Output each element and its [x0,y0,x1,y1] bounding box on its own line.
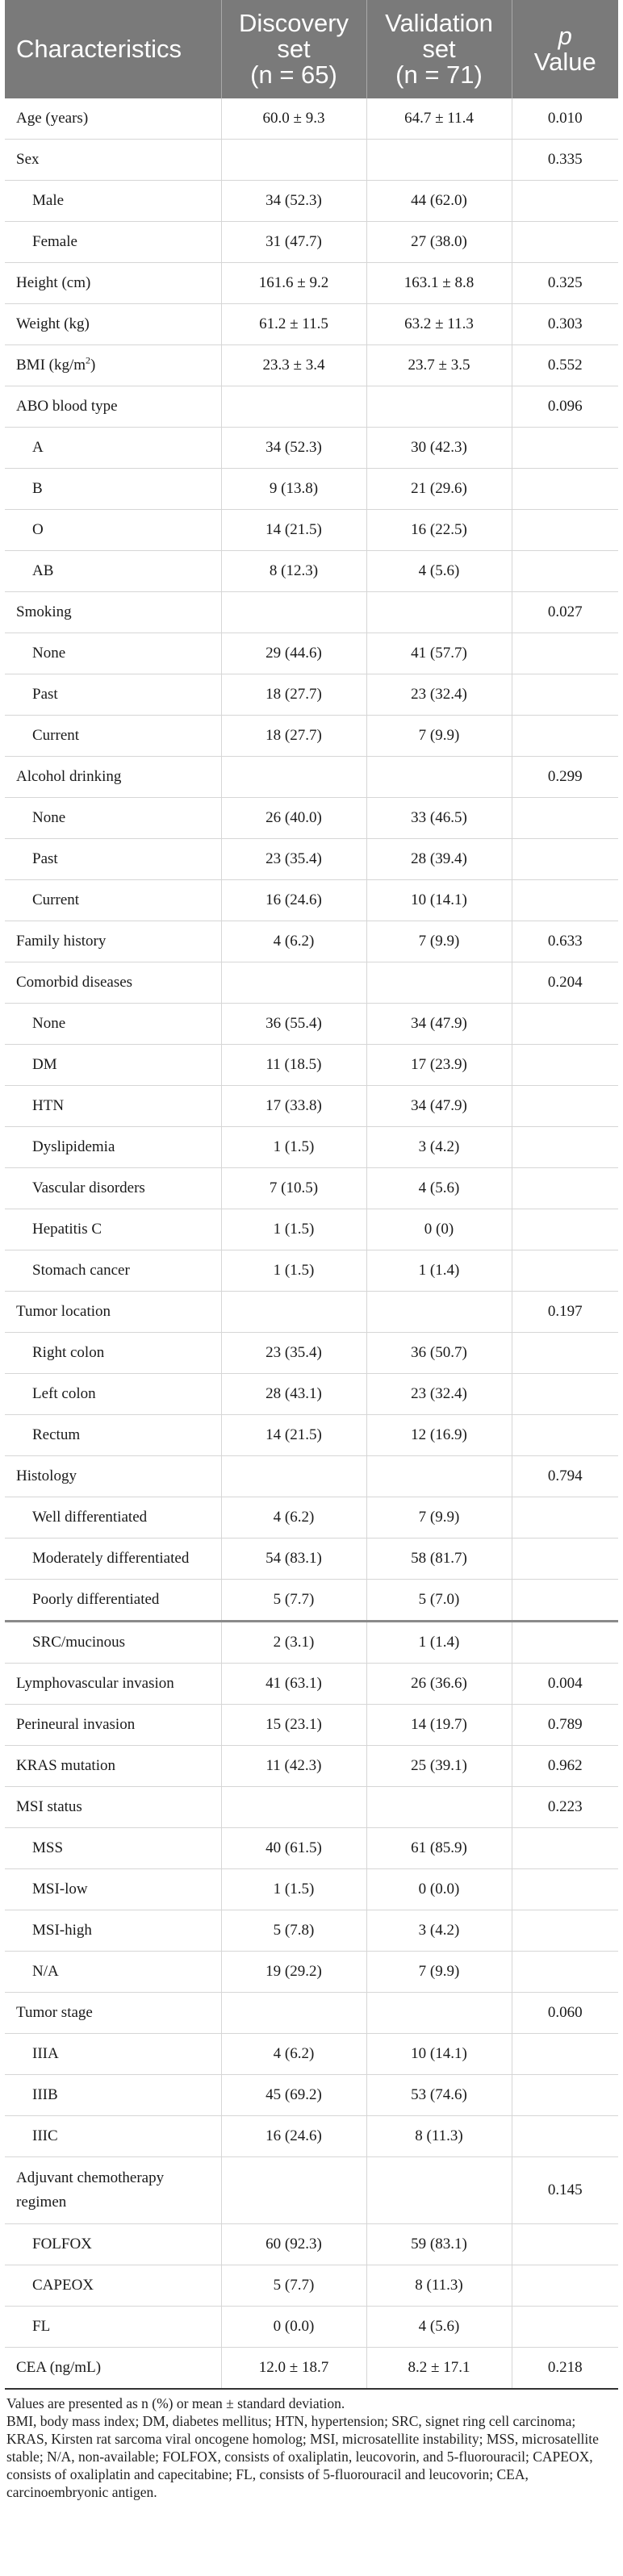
row-label: Alcohol drinking [5,757,221,798]
p-value: 0.096 [512,386,618,428]
table-body [5,98,618,2389]
row-label: None [5,798,221,839]
p-value: 0.010 [512,98,618,140]
row-label: Height (cm) [5,263,221,304]
validation-value: 59 (83.1) [366,2224,512,2265]
row-label: MSI-high [5,1910,221,1952]
validation-value [366,1787,512,1828]
validation-value: 8.2 ± 17.1 [366,2348,512,2390]
table-row [5,1045,618,1086]
p-value [512,716,618,757]
table-row [5,2157,618,2224]
discovery-value [221,1456,366,1497]
row-label: Hepatitis C [5,1209,221,1250]
discovery-value: 19 (29.2) [221,1952,366,1993]
table-row [5,1787,618,1828]
validation-value: 33 (46.5) [366,798,512,839]
validation-value: 27 (38.0) [366,222,512,263]
table-row [5,2265,618,2307]
row-label: Current [5,880,221,921]
p-value [512,510,618,551]
table-row [5,921,618,962]
table-row [5,469,618,510]
p-value [512,1539,618,1580]
row-label: AB [5,551,221,592]
discovery-value: 4 (6.2) [221,1497,366,1539]
row-label: Past [5,674,221,716]
header-discovery-line3: (n = 65) [250,61,337,89]
validation-value: 12 (16.9) [366,1415,512,1456]
row-label: HTN [5,1086,221,1127]
validation-value [366,1993,512,2034]
row-label: Current [5,716,221,757]
discovery-value: 41 (63.1) [221,1664,366,1705]
row-label: Rectum [5,1415,221,1456]
p-value: 0.633 [512,921,618,962]
discovery-value: 40 (61.5) [221,1828,366,1869]
p-value: 0.335 [512,140,618,181]
p-value: 0.060 [512,1993,618,2034]
discovery-value: 60 (92.3) [221,2224,366,2265]
validation-value: 4 (5.6) [366,1168,512,1209]
table-row [5,1664,618,1705]
header-validation-line3: (n = 71) [395,61,483,89]
p-value [512,1333,618,1374]
discovery-value: 14 (21.5) [221,510,366,551]
validation-value: 63.2 ± 11.3 [366,304,512,345]
table-row [5,1952,618,1993]
p-value [512,1168,618,1209]
p-value: 0.223 [512,1787,618,1828]
row-label: Well differentiated [5,1497,221,1539]
header-row [5,0,618,98]
discovery-value: 16 (24.6) [221,880,366,921]
validation-value: 25 (39.1) [366,1746,512,1787]
row-label: MSS [5,1828,221,1869]
header-characteristics: Characteristics [5,0,221,98]
bmi-label-sup: 2 [86,354,91,366]
validation-value: 3 (4.2) [366,1910,512,1952]
table-row [5,2075,618,2116]
validation-value: 23 (32.4) [366,1374,512,1415]
table-row [5,304,618,345]
table-row [5,386,618,428]
discovery-value: 34 (52.3) [221,181,366,222]
row-label: B [5,469,221,510]
row-label: Perineural invasion [5,1705,221,1746]
table-row [5,140,618,181]
table-row [5,1580,618,1622]
table-row [5,1250,618,1292]
validation-value: 14 (19.7) [366,1705,512,1746]
p-value [512,2116,618,2157]
row-label: Past [5,839,221,880]
bmi-label-prefix: BMI (kg/m [16,357,86,374]
row-label: Vascular disorders [5,1168,221,1209]
row-label: O [5,510,221,551]
validation-value: 61 (85.9) [366,1828,512,1869]
table-row [5,2307,618,2348]
p-value [512,1580,618,1622]
header-validation-set [366,0,512,98]
table-row [5,181,618,222]
footnote-line1: Values are presented as n (%) or mean ± standard deviation. [6,2395,345,2411]
bmi-label-suffix: ) [90,357,96,374]
p-value [512,1086,618,1127]
p-value: 0.204 [512,962,618,1004]
discovery-value [221,140,366,181]
discovery-value: 1 (1.5) [221,1869,366,1910]
validation-value [366,386,512,428]
table-footnotes [6,2394,617,2501]
validation-value: 3 (4.2) [366,1127,512,1168]
p-value [512,2034,618,2075]
discovery-value: 15 (23.1) [221,1705,366,1746]
p-value [512,2265,618,2307]
p-value: 0.218 [512,2348,618,2390]
discovery-value: 36 (55.4) [221,1004,366,1045]
table-row [5,674,618,716]
table-row [5,633,618,674]
discovery-value: 2 (3.1) [221,1622,366,1664]
p-value: 0.197 [512,1292,618,1333]
p-value [512,2075,618,2116]
row-label: Left colon [5,1374,221,1415]
header-discovery-line2: set [277,35,311,63]
table-row [5,1910,618,1952]
row-label: DM [5,1045,221,1086]
validation-value: 44 (62.0) [366,181,512,222]
row-label: Adjuvant chemotherapy regimen [5,2157,221,2224]
row-label: Tumor stage [5,1993,221,2034]
discovery-value: 5 (7.8) [221,1910,366,1952]
validation-value [366,1292,512,1333]
discovery-value: 23 (35.4) [221,1333,366,1374]
validation-value: 0 (0.0) [366,1869,512,1910]
p-value: 0.552 [512,345,618,386]
validation-value: 8 (11.3) [366,2116,512,2157]
table-row [5,716,618,757]
validation-value [366,2157,512,2224]
table-row [5,1993,618,2034]
row-label [5,345,221,386]
row-label: FL [5,2307,221,2348]
validation-value: 8 (11.3) [366,2265,512,2307]
validation-value: 7 (9.9) [366,921,512,962]
table-row [5,1705,618,1746]
row-label: IIIA [5,2034,221,2075]
header-p-line2: Value [533,48,596,76]
validation-value: 26 (36.6) [366,1664,512,1705]
footnote-line2: BMI, body mass index; DM, diabetes mellitus; HTN, hypertension; SRC, signet ring cell carcinoma; KRAS, Kirsten rat sarcoma viral oncogene homolog; MSI, microsatellite instability; MSS, microsatellite stable; N/A, non-available; FOLFOX, consists of oxaliplatin, leucovorin, and 5-fluorouracil; CAPEOX, consists of oxaliplatin and capecitabine; FL, consists of 5-fluorouracil and leucovorin; CEA, carcinoembryonic antigen. [6,2413,599,2500]
p-value [512,469,618,510]
discovery-value [221,386,366,428]
row-label: IIIC [5,2116,221,2157]
table-row [5,1127,618,1168]
validation-value [366,962,512,1004]
validation-value: 7 (9.9) [366,716,512,757]
p-value: 0.145 [512,2157,618,2224]
validation-value [366,140,512,181]
header-validation-line2: set [422,35,456,63]
discovery-value: 54 (83.1) [221,1539,366,1580]
row-label: MSI status [5,1787,221,1828]
p-value: 0.962 [512,1746,618,1787]
validation-value: 4 (5.6) [366,551,512,592]
p-value [512,839,618,880]
characteristics-table [5,0,618,2390]
discovery-value: 34 (52.3) [221,428,366,469]
header-p-line1: p [558,22,572,50]
table-row [5,263,618,304]
validation-value: 28 (39.4) [366,839,512,880]
table-row [5,880,618,921]
p-value: 0.004 [512,1664,618,1705]
row-label: Right colon [5,1333,221,1374]
header-p-value [512,0,618,98]
validation-value: 21 (29.6) [366,469,512,510]
discovery-value: 5 (7.7) [221,1580,366,1622]
table-row [5,1004,618,1045]
validation-value: 1 (1.4) [366,1622,512,1664]
table-row [5,798,618,839]
discovery-value: 60.0 ± 9.3 [221,98,366,140]
table-row [5,2116,618,2157]
p-value [512,1209,618,1250]
row-label: MSI-low [5,1869,221,1910]
p-value [512,674,618,716]
discovery-value [221,962,366,1004]
table-row [5,2348,618,2390]
p-value [512,428,618,469]
discovery-value: 9 (13.8) [221,469,366,510]
discovery-value: 29 (44.6) [221,633,366,674]
row-label: Smoking [5,592,221,633]
discovery-value: 1 (1.5) [221,1127,366,1168]
p-value [512,1952,618,1993]
discovery-value [221,1993,366,2034]
validation-value: 7 (9.9) [366,1497,512,1539]
table-row [5,592,618,633]
p-value [512,2307,618,2348]
discovery-value: 12.0 ± 18.7 [221,2348,366,2390]
table-row [5,345,618,386]
discovery-value: 28 (43.1) [221,1374,366,1415]
p-value: 0.794 [512,1456,618,1497]
validation-value: 17 (23.9) [366,1045,512,1086]
row-label: CAPEOX [5,2265,221,2307]
p-value [512,798,618,839]
header-validation-line1: Validation [385,9,493,37]
validation-value: 4 (5.6) [366,2307,512,2348]
discovery-value: 4 (6.2) [221,921,366,962]
row-label: ABO blood type [5,386,221,428]
table-row [5,2034,618,2075]
table-row [5,1746,618,1787]
table-row [5,1209,618,1250]
table-row [5,1333,618,1374]
p-value [512,1415,618,1456]
row-label: Weight (kg) [5,304,221,345]
discovery-value: 23 (35.4) [221,839,366,880]
validation-value: 7 (9.9) [366,1952,512,1993]
validation-value: 64.7 ± 11.4 [366,98,512,140]
p-value [512,2224,618,2265]
row-label: KRAS mutation [5,1746,221,1787]
table-row [5,839,618,880]
row-label: Poorly differentiated [5,1580,221,1622]
row-label: None [5,1004,221,1045]
table-row [5,222,618,263]
validation-value: 0 (0) [366,1209,512,1250]
p-value [512,1374,618,1415]
table-row [5,757,618,798]
discovery-value [221,1292,366,1333]
table-row [5,1374,618,1415]
discovery-value [221,1787,366,1828]
row-label: Female [5,222,221,263]
table-row [5,1828,618,1869]
discovery-value [221,592,366,633]
p-value: 0.789 [512,1705,618,1746]
table-row [5,1869,618,1910]
validation-value: 30 (42.3) [366,428,512,469]
validation-value: 10 (14.1) [366,2034,512,2075]
row-label: Comorbid diseases [5,962,221,1004]
validation-value: 36 (50.7) [366,1333,512,1374]
validation-value: 34 (47.9) [366,1004,512,1045]
discovery-value: 0 (0.0) [221,2307,366,2348]
row-label: Dyslipidemia [5,1127,221,1168]
p-value: 0.303 [512,304,618,345]
row-label: Tumor location [5,1292,221,1333]
validation-value: 5 (7.0) [366,1580,512,1622]
p-value [512,633,618,674]
discovery-value [221,2157,366,2224]
row-label: Moderately differentiated [5,1539,221,1580]
validation-value: 10 (14.1) [366,880,512,921]
row-label: IIIB [5,2075,221,2116]
p-value [512,1250,618,1292]
discovery-value: 4 (6.2) [221,2034,366,2075]
p-value [512,222,618,263]
validation-value: 23.7 ± 3.5 [366,345,512,386]
validation-value: 1 (1.4) [366,1250,512,1292]
p-value [512,1828,618,1869]
p-value [512,551,618,592]
p-value [512,181,618,222]
discovery-value: 16 (24.6) [221,2116,366,2157]
discovery-value: 11 (42.3) [221,1746,366,1787]
p-value [512,1127,618,1168]
header-discovery-set [221,0,366,98]
table-row [5,1086,618,1127]
discovery-value: 17 (33.8) [221,1086,366,1127]
row-label: Histology [5,1456,221,1497]
table-row [5,1292,618,1333]
p-value [512,880,618,921]
row-label: Sex [5,140,221,181]
discovery-value: 61.2 ± 11.5 [221,304,366,345]
row-label: N/A [5,1952,221,1993]
p-value [512,1910,618,1952]
table-row [5,98,618,140]
discovery-value: 161.6 ± 9.2 [221,263,366,304]
discovery-value: 8 (12.3) [221,551,366,592]
validation-value: 34 (47.9) [366,1086,512,1127]
p-value [512,1869,618,1910]
p-value: 0.027 [512,592,618,633]
discovery-value: 5 (7.7) [221,2265,366,2307]
discovery-value: 1 (1.5) [221,1209,366,1250]
table-row [5,1456,618,1497]
p-value [512,1045,618,1086]
row-label: CEA (ng/mL) [5,2348,221,2390]
p-value [512,1497,618,1539]
row-label: SRC/mucinous [5,1622,221,1664]
validation-value [366,1456,512,1497]
discovery-value: 7 (10.5) [221,1168,366,1209]
table-row [5,1539,618,1580]
validation-value: 23 (32.4) [366,674,512,716]
validation-value [366,757,512,798]
table-row [5,551,618,592]
row-label: Family history [5,921,221,962]
table-row [5,2224,618,2265]
p-value: 0.299 [512,757,618,798]
table-row [5,962,618,1004]
validation-value: 16 (22.5) [366,510,512,551]
table-row [5,1622,618,1664]
table-row [5,1168,618,1209]
row-label: Lymphovascular invasion [5,1664,221,1705]
discovery-value: 18 (27.7) [221,674,366,716]
discovery-value [221,757,366,798]
validation-value: 53 (74.6) [366,2075,512,2116]
discovery-value: 23.3 ± 3.4 [221,345,366,386]
validation-value: 163.1 ± 8.8 [366,263,512,304]
row-label: A [5,428,221,469]
table-row [5,1497,618,1539]
validation-value: 58 (81.7) [366,1539,512,1580]
discovery-value: 1 (1.5) [221,1250,366,1292]
discovery-value: 18 (27.7) [221,716,366,757]
discovery-value: 14 (21.5) [221,1415,366,1456]
row-label: FOLFOX [5,2224,221,2265]
row-label: None [5,633,221,674]
row-label: Stomach cancer [5,1250,221,1292]
validation-value: 41 (57.7) [366,633,512,674]
row-label: Male [5,181,221,222]
discovery-value: 45 (69.2) [221,2075,366,2116]
validation-value [366,592,512,633]
table-row [5,1415,618,1456]
table-row [5,510,618,551]
header-discovery-line1: Discovery [238,9,349,37]
row-label: Age (years) [5,98,221,140]
discovery-value: 31 (47.7) [221,222,366,263]
p-value: 0.325 [512,263,618,304]
discovery-value: 26 (40.0) [221,798,366,839]
table-row [5,428,618,469]
discovery-value: 11 (18.5) [221,1045,366,1086]
p-value [512,1622,618,1664]
p-value [512,1004,618,1045]
